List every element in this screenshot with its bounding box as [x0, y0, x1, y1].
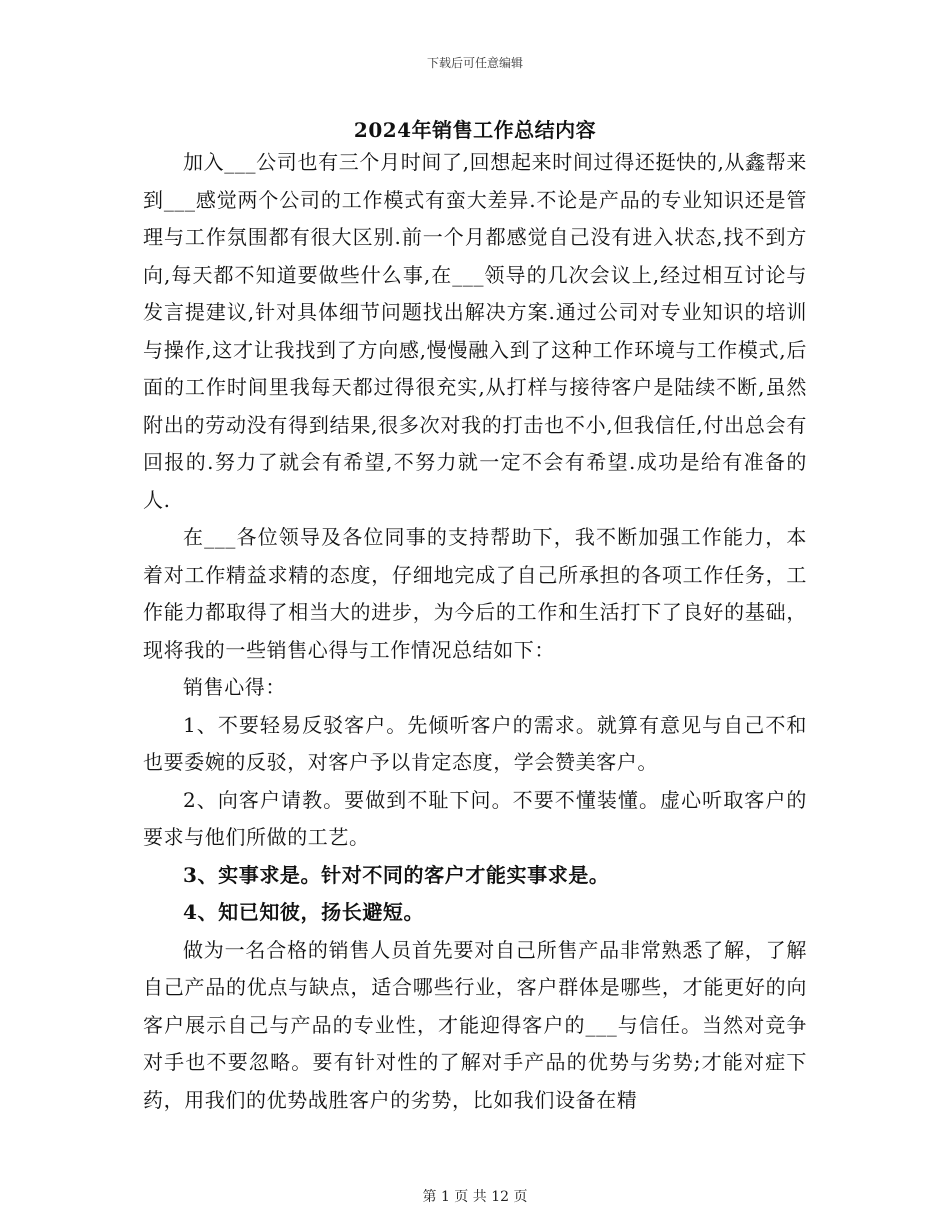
- document-title: 2024年销售工作总结内容: [353, 118, 597, 142]
- list-item-3: 3、实事求是。针对不同的客户才能实事求是。: [183, 862, 610, 887]
- list-item-4: 4、知已知彼，扬长避短。: [183, 900, 425, 924]
- page-number-footer: 第 1 页 共 12 页: [422, 1189, 528, 1205]
- paragraph-product-knowledge: 做为一名合格的销售人员首先要对自己所售产品非常熟悉了解，了解自己产品的优点与缺点，适合哪些行业，客户群体是哪些，才能更好的向客户展示自己与产品的专业性，才能迎得客户的___与信任。当然对竞争对手也不要忽略。要有针对性的了解对手产品的优势与劣势;才能对症下药，用我们的优势战胜客户的劣势，比如我们设备在精: [143, 937, 807, 1112]
- paragraph-intro: 加入___公司也有三个月时间了,回想起来时间过得还挺快的,从鑫帮来到___感觉两个公司的工作模式有蛮大差异.不论是产品的专业知识还是管理与工作氛围都有很大区别.前一个月都感觉自己没有进入状态,找不到方向,每天都不知道要做些什么事,在___领导的几次会议上,经过相互讨论与发言提建议,针对具体细节问题找出解决方案.通过公司对专业知识的培训与操作,这才让我找到了方向感,慢慢融入到了这种工作环境与工作模式,后面的工作时间里我每天都过得很充实,从打样与接待客户是陆续不断,虽然附出的劳动没有得到结果,很多次对我的打击也不小,但我信任,付出总会有回报的.努力了就会有希望,不努力就一定不会有希望.成功是给有准备的人.: [143, 150, 807, 512]
- list-item-1: 1、不要轻易反驳客户。先倾听客户的需求。就算有意见与自己不和也要委婉的反驳，对客户予以肯定态度，学会赞美客户。: [143, 712, 807, 774]
- page-header-note: 下载后可任意编辑: [426, 56, 523, 70]
- section-heading-sales-insights: 销售心得：: [183, 675, 286, 699]
- list-item-2: 2、向客户请教。要做到不耻下问。不要不懂装懂。虚心听取客户的要求与他们所做的工艺。: [143, 787, 807, 849]
- paragraph-summary-lead: 在___各位领导及各位同事的支持帮助下，我不断加强工作能力，本着对工作精益求精的态度，仔细地完成了自己所承担的各项工作任务，工作能力都取得了相当大的进步，为今后的工作和生活打下了良好的基础，现将我的一些销售心得与工作情况总结如下：: [143, 525, 807, 662]
- document-body: [143, 144, 807, 1119]
